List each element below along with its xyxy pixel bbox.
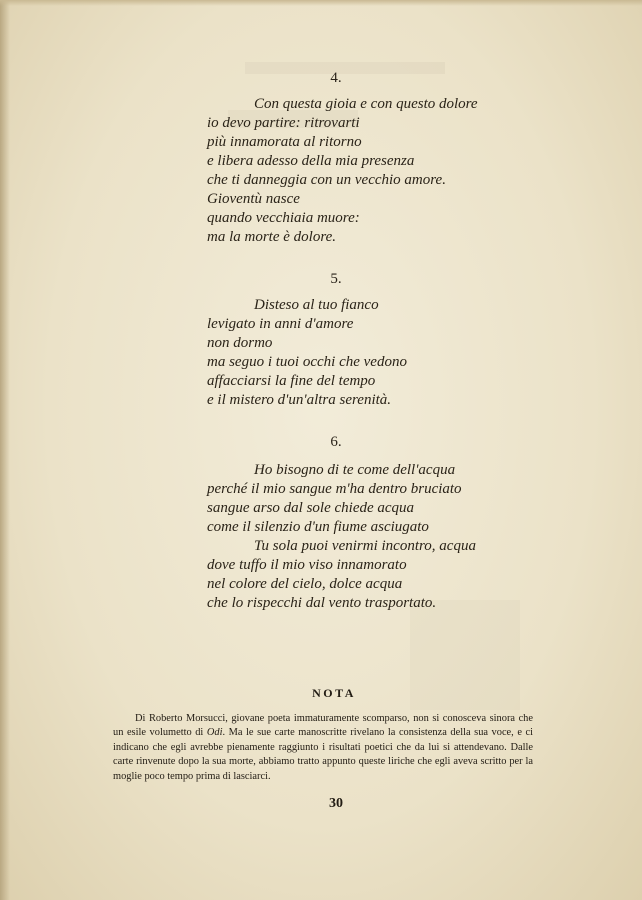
poem-line: levigato in anni d'amore — [207, 316, 354, 332]
poem-number: 4. — [330, 70, 342, 86]
poem-5 — [207, 296, 407, 410]
poem-number: 5. — [330, 271, 342, 287]
nota-text-after: . Ma le sue carte manoscritte rivelano la consistenza della sua voce, e ci indicano che egli avrebbe pienamente raggiunto i risultati poetici che da lui si attendevano. Dalle carte rinvenute dopo la sua morte, abbiamo tratto appunto queste liriche che egli aveva scritto per la moglie poco tempo prima di lasciarci. — [113, 727, 533, 782]
page-number: 30 — [329, 796, 343, 811]
poem-line: Disteso al tuo fianco — [254, 297, 379, 313]
poem-line: perché il mio sangue m'ha dentro bruciato — [207, 481, 462, 497]
nota-heading: NOTA — [312, 686, 356, 700]
poem-4 — [207, 95, 478, 247]
poem-6 — [207, 461, 476, 613]
nota-paragraph — [113, 712, 533, 784]
poem-line: ma seguo i tuoi occhi che vedono — [207, 354, 407, 370]
poem-line: affacciarsi la fine del tempo — [207, 373, 376, 389]
poem-line: quando vecchiaia muore: — [207, 210, 360, 226]
nota-book-title: Odi — [206, 727, 223, 739]
poem-line: sangue arso dal sole chiede acqua — [207, 500, 415, 516]
poem-line: dove tuffo il mio viso innamorato — [207, 557, 407, 573]
poem-line: ma la morte è dolore. — [207, 229, 337, 245]
poem-line: nel colore del cielo, dolce acqua — [207, 576, 403, 592]
page-top-shadow — [0, 0, 642, 6]
poem-line: che lo rispecchi dal vento trasportato. — [207, 595, 437, 611]
nota-text-before: Di Roberto Morsucci, giovane poeta immaturamente scomparso, non si conosceva sinora che un esile volumetto di — [113, 713, 533, 739]
poem-line: e libera adesso della mia presenza — [207, 153, 415, 169]
poem-line: Con questa gioia e con questo dolore — [254, 96, 478, 112]
poem-line: più innamorata al ritorno — [207, 134, 362, 150]
poem-line: Tu sola puoi venirmi incontro, acqua — [254, 538, 476, 554]
poem-line: e il mistero d'un'altra serenità. — [207, 392, 392, 408]
poem-number: 6. — [330, 434, 342, 450]
poem-line: non dormo — [207, 335, 273, 351]
poem-line: Ho bisogno di te come dell'acqua — [254, 462, 456, 478]
poem-line: come il silenzio d'un fiume asciugato — [207, 519, 429, 535]
poem-line: Gioventù nasce — [207, 191, 300, 207]
poem-line: io devo partire: ritrovarti — [207, 115, 360, 131]
poem-line: che ti danneggia con un vecchio amore. — [207, 172, 446, 188]
